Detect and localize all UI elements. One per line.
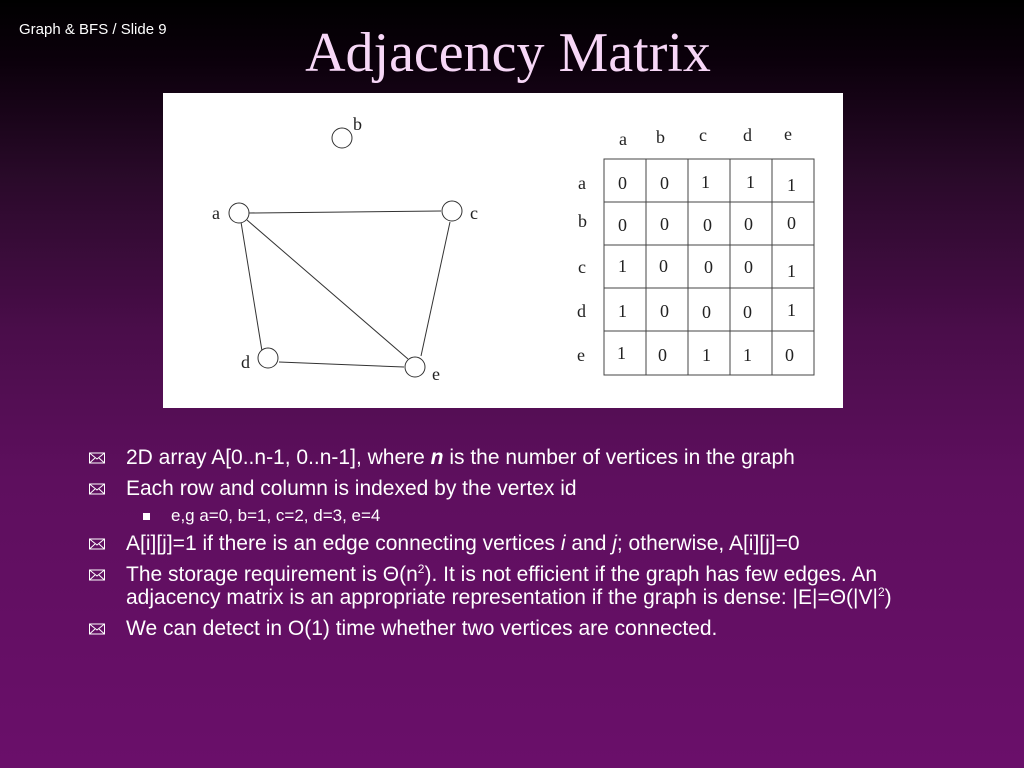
- matrix-cell: 0: [618, 173, 627, 193]
- bullet-item: [86, 446, 956, 470]
- matrix-cell: 0: [659, 256, 668, 276]
- bullet-text: Each row and column is indexed by the vertex id: [126, 476, 577, 500]
- matrix-cell: 1: [618, 256, 627, 276]
- sub-bullet-text: e,g a=0, b=1, c=2, d=3, e=4: [171, 506, 381, 525]
- figure-canvas: [163, 93, 843, 408]
- edge-d-e: [279, 362, 404, 367]
- matrix-cell: 1: [787, 261, 796, 281]
- bullet-text: ; otherwise, A[i][j]=0: [616, 532, 800, 555]
- matrix-cell: 0: [703, 215, 712, 235]
- matrix-cell: 0: [660, 301, 669, 321]
- vertex-labels: [212, 114, 478, 384]
- adjacency-figure: [163, 93, 843, 408]
- sub-bullet-item: [86, 505, 956, 526]
- vertex-label-b: b: [353, 114, 362, 134]
- envelope-icon: [88, 567, 106, 583]
- matrix-col-header: c: [699, 125, 707, 145]
- matrix-cell: 0: [702, 302, 711, 322]
- vertex-label-a: a: [212, 203, 220, 223]
- matrix-cell: 0: [785, 345, 794, 365]
- vertex-a: [229, 203, 249, 223]
- bullet-item: [86, 477, 956, 501]
- superscript: 2: [417, 561, 425, 576]
- edge-a-c: [249, 211, 441, 213]
- bullet-text: A[i][j]=1 if there is an edge connecting vertices: [126, 532, 561, 555]
- envelope-icon: [88, 536, 106, 552]
- matrix-row-header: a: [578, 173, 586, 193]
- emphasis-n: n: [430, 446, 444, 469]
- superscript: 2: [877, 585, 885, 599]
- vertex-b: [332, 128, 352, 148]
- emphasis-i: i: [560, 532, 566, 555]
- matrix-cell: 0: [787, 213, 796, 233]
- matrix-row-header: b: [578, 211, 587, 231]
- matrix-cell: 0: [660, 173, 669, 193]
- matrix-column-headers: [619, 124, 792, 149]
- matrix-cell: 1: [787, 175, 796, 195]
- vertex-c: [442, 201, 462, 221]
- vertex-e: [405, 357, 425, 377]
- bullet-list: [86, 446, 956, 647]
- matrix-row-header: e: [577, 345, 585, 365]
- bullet-text: ): [884, 586, 892, 609]
- bullet-text: We can detect in O(1) time whether two vertices are connected.: [126, 616, 718, 640]
- bullet-item: [86, 617, 956, 641]
- bullet-text: 2D array A[0..n-1, 0..n-1], where: [126, 446, 431, 469]
- bullet-text: is the number of vertices in the graph: [443, 446, 795, 469]
- matrix-col-header: e: [784, 124, 792, 144]
- bullet-text: ). It is not efficient if the graph has few edges. An adjacency matrix is an appropriate representation if the graph is dense: |E|=Θ(|V|: [126, 562, 878, 609]
- matrix-row-headers: [577, 173, 587, 365]
- vertex-label-d: d: [241, 352, 250, 372]
- bullet-item: [86, 563, 956, 610]
- matrix-cell: 0: [744, 257, 753, 277]
- square-bullet-icon: [143, 513, 150, 520]
- matrix-col-header: b: [656, 127, 665, 147]
- graph-vertices: [229, 128, 462, 377]
- matrix-cell: 0: [744, 214, 753, 234]
- matrix-cell: 0: [658, 345, 667, 365]
- matrix-row-header: d: [577, 301, 586, 321]
- matrix-col-header: a: [619, 129, 627, 149]
- edge-a-d: [241, 222, 262, 351]
- matrix-cell: 1: [701, 172, 710, 192]
- matrix-cell: 1: [617, 343, 626, 363]
- bullet-text: and: [565, 532, 613, 555]
- matrix-cell: 1: [746, 172, 755, 192]
- matrix-cell: 1: [618, 301, 627, 321]
- matrix-cell: 1: [787, 300, 796, 320]
- envelope-icon: [88, 621, 106, 637]
- matrix-cells: [617, 172, 796, 365]
- vertex-label-e: e: [432, 364, 440, 384]
- breadcrumb: Graph & BFS / Slide 9: [19, 21, 167, 38]
- envelope-icon: [88, 450, 106, 466]
- vertex-d: [258, 348, 278, 368]
- edge-a-e: [247, 220, 408, 359]
- edge-c-e: [421, 222, 450, 356]
- page-title: Adjacency Matrix: [305, 22, 711, 84]
- emphasis-j: j: [612, 532, 617, 555]
- vertex-label-c: c: [470, 203, 478, 223]
- envelope-icon: [88, 481, 106, 497]
- bullet-item: [86, 532, 956, 556]
- matrix-cell: 0: [704, 257, 713, 277]
- matrix-cell: 1: [702, 345, 711, 365]
- matrix-cell: 1: [743, 345, 752, 365]
- matrix-col-header: d: [743, 125, 752, 145]
- bullet-text: The storage requirement is Θ(n: [126, 562, 418, 586]
- matrix-cell: 0: [743, 302, 752, 322]
- graph-edges: [241, 211, 450, 367]
- matrix-row-header: c: [578, 257, 586, 277]
- matrix-cell: 0: [660, 214, 669, 234]
- matrix-cell: 0: [618, 215, 627, 235]
